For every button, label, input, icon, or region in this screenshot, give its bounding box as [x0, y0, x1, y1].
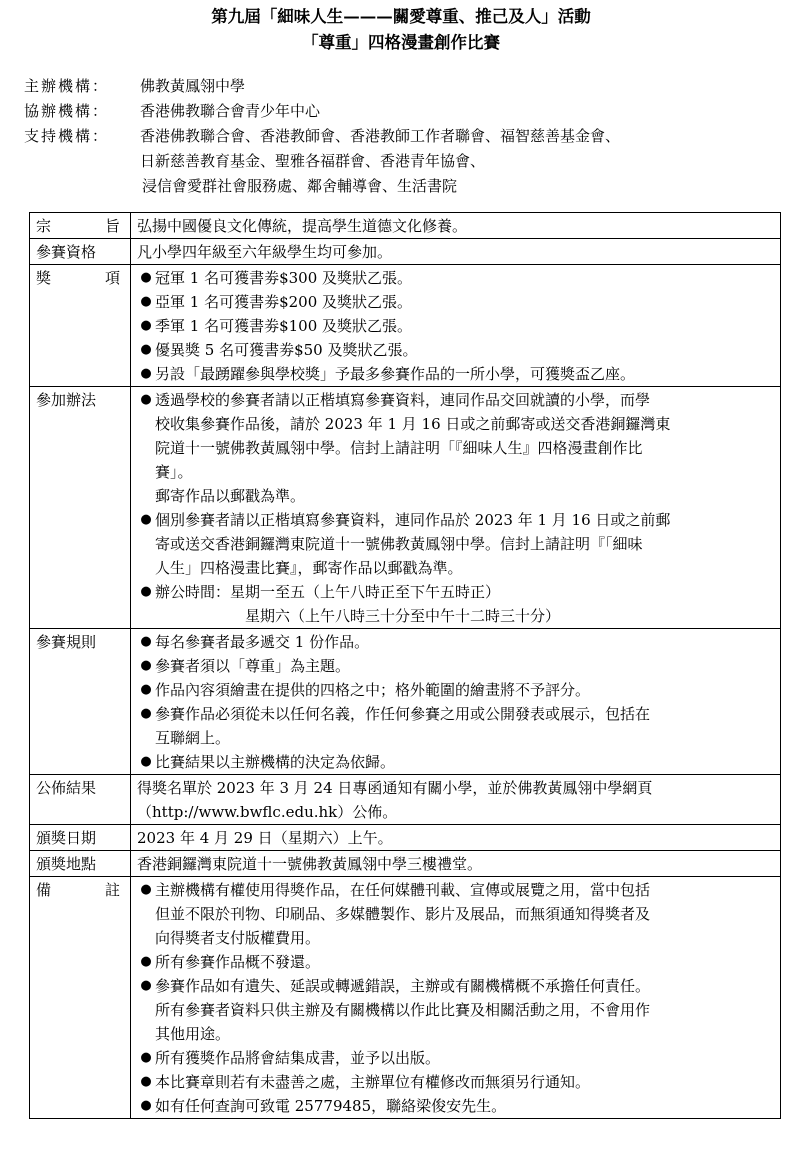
bullet-icon: ●	[140, 954, 152, 969]
list-item: ● 另設「最踴躍參與學校獎」予最多參賽作品的一所小學，可獲獎盃乙座。	[137, 362, 770, 386]
list-item: ● 優異獎 5 名可獲書劵$50 及獎狀乙張。	[137, 338, 770, 362]
bullet-icon: ●	[140, 1050, 152, 1065]
bullet-icon: ●	[140, 584, 152, 599]
list-item: ● 季軍 1 名可獲書劵$100 及獎狀乙張。	[137, 314, 770, 338]
row-text: 弘揚中國優良文化傳統，提高學生道德文化修養。	[137, 217, 468, 235]
list-item: ● 所有獲獎作品將會結集成書，並予以出版。	[137, 1046, 770, 1070]
organizer-value: 日新慈善教育基金、聖雅各福群會、香港青年協會、	[140, 152, 486, 170]
row-label: 頒獎地點	[30, 851, 131, 877]
list-item: ● 冠軍 1 名可獲書劵$300 及獎狀乙張。	[137, 266, 770, 290]
bullet-icon: ●	[140, 512, 152, 527]
bullet-icon: ●	[140, 754, 152, 769]
table-row-announce	[30, 775, 781, 825]
table-row-award-date	[30, 825, 781, 851]
table-row-method	[30, 387, 781, 629]
bullet-icon: ●	[140, 318, 152, 333]
row-label: 項	[104, 269, 120, 287]
bullet-icon: ●	[140, 294, 152, 309]
page-title: 第九屆「細味人生———關愛尊重、推己及人」活動	[211, 7, 591, 26]
list-item: ● 透過學校的參賽者請以正楷填寫參賽資料，連同作品交回就讀的小學，而學 校收集參賽作品後，請於 2023 年 1 月 16 日或之前郵寄或送交香港銅鑼灣東 院道十一號佛教黃鳳翎中學。信封上請註明「『細味人生』四格漫畫創作比 賽」。	[137, 388, 770, 484]
bullet-icon: ●	[140, 270, 152, 285]
bullet-icon: ●	[140, 1098, 152, 1113]
row-label: 參加辦法	[30, 387, 131, 629]
row-label: 參賽資格	[30, 239, 131, 265]
bullet-icon: ●	[140, 682, 152, 697]
table-row-remarks	[30, 877, 781, 1119]
table-row-rules	[30, 629, 781, 775]
bullet-icon: ●	[140, 658, 152, 673]
row-label: 旨	[104, 217, 120, 235]
row-label: 公佈結果	[30, 775, 131, 825]
table-row-eligibility	[30, 239, 781, 265]
row-label: 備	[36, 881, 52, 899]
list-item-note: 星期六（上午八時三十分至中午十二時三十分）	[245, 607, 561, 625]
list-item: ● 比賽結果以主辦機構的決定為依歸。	[137, 750, 770, 774]
list-item: ● 每名參賽者最多遞交 1 份作品。	[137, 630, 770, 654]
organizer-label: 協辦機構：	[24, 102, 110, 120]
row-text: 香港銅鑼灣東院道十一號佛教黃鳳翎中學三樓禮堂。	[137, 855, 483, 873]
organizer-label: 主辦機構：	[24, 77, 110, 95]
rules-table	[29, 212, 781, 1119]
bullet-icon: ●	[140, 342, 152, 357]
list-item: ● 所有參賽作品概不發還。	[137, 950, 770, 974]
list-item-note: 郵寄作品以郵戳為準。	[155, 487, 306, 505]
row-text: 得獎名單於 2023 年 3 月 24 日專函通知有關小學，並於佛教黃鳳翎中學網頁 （http://www.bwflc.edu.hk）公佈。	[137, 779, 653, 821]
list-item: ● 主辦機構有權使用得獎作品，在任何媒體刊載、宣傳或展覽之用，當中包括 但並不限於刊物、印刷品、多媒體製作、影片及展品，而無須通知得獎者及 向得獎者支付版權費用。	[137, 878, 770, 950]
list-item: ● 參賽作品必須從未以任何名義，作任何參賽之用或公開發表或展示，包括在 互聯網上。	[137, 702, 770, 750]
list-item: ● 參賽作品如有遺失、延誤或轉遞錯誤，主辦或有關機構概不承擔任何責任。 所有參賽者資料只供主辦及有關機構以作此比賽及相關活動之用，不會用作 其他用途。	[137, 974, 770, 1046]
bullet-icon: ●	[140, 366, 152, 381]
table-row-award-venue	[30, 851, 781, 877]
bullet-icon: ●	[140, 978, 152, 993]
organizer-value: 香港佛教聯合會青少年中心	[140, 102, 321, 120]
organizer-value: 香港佛教聯合會、香港教師會、香港教師工作者聯會、福智慈善基金會、	[140, 127, 621, 145]
bullet-icon: ●	[140, 634, 152, 649]
row-text: 凡小學四年級至六年級學生均可參加。	[137, 243, 393, 261]
list-item: ● 本比賽章則若有未盡善之處，主辦單位有權修改而無須另行通知。	[137, 1070, 770, 1094]
list-item: ● 亞軍 1 名可獲書劵$200 及獎狀乙張。	[137, 290, 770, 314]
bullet-icon: ●	[140, 1074, 152, 1089]
organizer-label: 支持機構：	[24, 127, 110, 145]
list-item: ● 參賽者須以「尊重」為主題。	[137, 654, 770, 678]
organizer-value: 佛教黃鳳翎中學	[140, 77, 246, 95]
organizer-row-host	[24, 74, 794, 99]
row-text: 2023 年 4 月 29 日（星期六）上午。	[137, 829, 393, 847]
row-label: 宗	[36, 217, 52, 235]
row-label: 參賽規則	[30, 629, 131, 775]
row-label: 頒獎日期	[30, 825, 131, 851]
table-row-prizes	[30, 265, 781, 387]
row-label: 註	[104, 881, 120, 899]
organizer-list	[24, 74, 794, 199]
row-label: 獎	[36, 269, 52, 287]
bullet-icon: ●	[140, 706, 152, 721]
organizer-value: 浸信會愛群社會服務處、鄰舍輔導會、生活書院	[142, 177, 458, 195]
list-item: ● 如有任何查詢可致電 25779485，聯絡梁俊安先生。	[137, 1094, 770, 1118]
organizer-row-supporters	[24, 124, 794, 199]
table-row-purpose	[30, 213, 781, 239]
list-item: ● 個別參賽者請以正楷填寫參賽資料，連同作品於 2023 年 1 月 16 日或之前郵 寄或送交香港銅鑼灣東院道十一號佛教黃鳳翎中學。信封上請註明『「細味 人生」四格漫畫比賽』，郵寄作品以郵戳為準。	[137, 508, 770, 580]
organizer-row-co-host	[24, 99, 794, 124]
bullet-icon: ●	[140, 392, 152, 407]
page-subtitle: 「尊重」四格漫畫創作比賽	[302, 33, 500, 52]
list-item: ● 作品內容須繪畫在提供的四格之中；格外範圍的繪畫將不予評分。	[137, 678, 770, 702]
list-item: ● 辦公時間：星期一至五（上午八時正至下午五時正）	[137, 580, 770, 604]
bullet-icon: ●	[140, 882, 152, 897]
